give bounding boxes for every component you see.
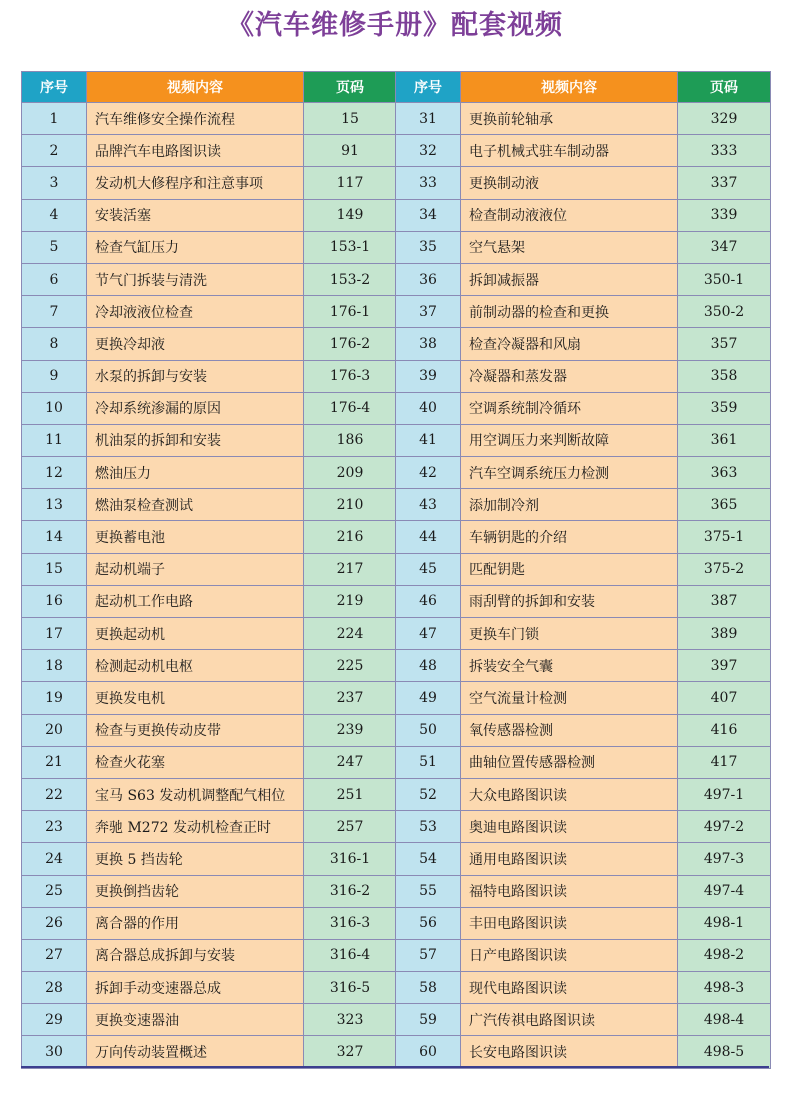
page-title: 《汽车维修手册》配套视频 [227, 10, 563, 41]
row-number: 35 [396, 231, 461, 263]
row-number: 19 [22, 682, 87, 714]
table-row [22, 714, 397, 746]
row-number: 28 [22, 972, 87, 1004]
table-row [396, 263, 771, 295]
table-row [22, 263, 397, 295]
row-number: 54 [396, 843, 461, 875]
page-number: 387 [678, 585, 771, 617]
video-title: 检查火花塞 [87, 746, 304, 778]
table-row [396, 167, 771, 199]
table-row [22, 1004, 397, 1036]
video-title: 日产电路图识读 [461, 939, 678, 971]
row-number: 46 [396, 585, 461, 617]
video-title: 燃油压力 [87, 457, 304, 489]
video-title: 添加制冷剂 [461, 489, 678, 521]
table-row [22, 199, 397, 231]
video-title: 丰田电路图识读 [461, 907, 678, 939]
video-title: 检查制动液液位 [461, 199, 678, 231]
table-row [396, 553, 771, 585]
row-number: 22 [22, 778, 87, 810]
row-number: 16 [22, 585, 87, 617]
table-row [22, 103, 397, 135]
table-row [22, 1036, 397, 1068]
row-number: 23 [22, 811, 87, 843]
row-number: 9 [22, 360, 87, 392]
row-number: 42 [396, 457, 461, 489]
video-table-right [395, 71, 771, 1069]
video-title: 更换 5 挡齿轮 [87, 843, 304, 875]
page-number: 417 [678, 746, 771, 778]
video-title: 前制动器的检查和更换 [461, 296, 678, 328]
video-title: 空调系统制冷循环 [461, 392, 678, 424]
page-number: 498-2 [678, 939, 771, 971]
table-row [396, 135, 771, 167]
table-row [22, 328, 397, 360]
table-row [22, 843, 397, 875]
page-number: 389 [678, 618, 771, 650]
page-number: 498-4 [678, 1004, 771, 1036]
row-number: 51 [396, 746, 461, 778]
table-row [22, 585, 397, 617]
row-number: 25 [22, 875, 87, 907]
left-table-body [22, 103, 397, 1069]
video-title: 现代电路图识读 [461, 972, 678, 1004]
page-number: 186 [304, 424, 397, 456]
page-number: 217 [304, 553, 397, 585]
table-row [22, 875, 397, 907]
row-number: 7 [22, 296, 87, 328]
row-number: 4 [22, 199, 87, 231]
table-row [22, 811, 397, 843]
row-number: 41 [396, 424, 461, 456]
row-number: 29 [22, 1004, 87, 1036]
row-number: 43 [396, 489, 461, 521]
video-title: 广汽传祺电路图识读 [461, 1004, 678, 1036]
page-number: 216 [304, 521, 397, 553]
video-title: 拆卸减振器 [461, 263, 678, 295]
video-title: 氧传感器检测 [461, 714, 678, 746]
table-row [22, 167, 397, 199]
video-title: 雨刮臂的拆卸和安装 [461, 585, 678, 617]
video-title: 拆装安全气囊 [461, 650, 678, 682]
row-number: 39 [396, 360, 461, 392]
video-title: 奔驰 M272 发动机检查正时 [87, 811, 304, 843]
table-row [396, 457, 771, 489]
table-row [396, 682, 771, 714]
table-row [396, 618, 771, 650]
row-number: 30 [22, 1036, 87, 1068]
row-number: 48 [396, 650, 461, 682]
table-row [396, 650, 771, 682]
table-row [396, 392, 771, 424]
header-content: 视频内容 [87, 72, 304, 103]
video-title: 冷却系统渗漏的原因 [87, 392, 304, 424]
table-row [22, 360, 397, 392]
video-title: 冷却液液位检查 [87, 296, 304, 328]
row-number: 2 [22, 135, 87, 167]
table-row [396, 907, 771, 939]
page-number: 337 [678, 167, 771, 199]
video-title: 通用电路图识读 [461, 843, 678, 875]
row-number: 27 [22, 939, 87, 971]
table-row [22, 618, 397, 650]
page-number: 176-2 [304, 328, 397, 360]
video-title: 更换发电机 [87, 682, 304, 714]
page-number: 117 [304, 167, 397, 199]
row-number: 49 [396, 682, 461, 714]
row-number: 53 [396, 811, 461, 843]
table-row [396, 714, 771, 746]
row-number: 3 [22, 167, 87, 199]
right-table-panel [395, 71, 769, 1069]
page-number: 498-3 [678, 972, 771, 1004]
table-row [22, 907, 397, 939]
page-number: 316-1 [304, 843, 397, 875]
page-number: 149 [304, 199, 397, 231]
page-number: 15 [304, 103, 397, 135]
table-row [396, 296, 771, 328]
row-number: 26 [22, 907, 87, 939]
video-title: 节气门拆装与清洗 [87, 263, 304, 295]
page-number: 329 [678, 103, 771, 135]
page-number: 219 [304, 585, 397, 617]
table-row [396, 103, 771, 135]
row-number: 37 [396, 296, 461, 328]
video-title: 大众电路图识读 [461, 778, 678, 810]
page-number: 498-1 [678, 907, 771, 939]
video-title: 检测起动机电枢 [87, 650, 304, 682]
row-number: 31 [396, 103, 461, 135]
page-number: 237 [304, 682, 397, 714]
video-title: 福特电路图识读 [461, 875, 678, 907]
page-number: 498-5 [678, 1036, 771, 1068]
row-number: 59 [396, 1004, 461, 1036]
page-number: 224 [304, 618, 397, 650]
row-number: 15 [22, 553, 87, 585]
video-title: 离合器的作用 [87, 907, 304, 939]
table-row [396, 746, 771, 778]
page-number: 316-3 [304, 907, 397, 939]
table-row [396, 199, 771, 231]
row-number: 40 [396, 392, 461, 424]
video-title: 发动机大修程序和注意事项 [87, 167, 304, 199]
video-title: 起动机工作电路 [87, 585, 304, 617]
row-number: 5 [22, 231, 87, 263]
page-number: 375-2 [678, 553, 771, 585]
video-title: 更换制动液 [461, 167, 678, 199]
table-row [22, 778, 397, 810]
page-number: 333 [678, 135, 771, 167]
table-row [396, 360, 771, 392]
page-number: 247 [304, 746, 397, 778]
page-number: 176-3 [304, 360, 397, 392]
row-number: 33 [396, 167, 461, 199]
row-number: 50 [396, 714, 461, 746]
table-row [22, 939, 397, 971]
table-row [396, 585, 771, 617]
row-number: 34 [396, 199, 461, 231]
table-row [396, 1004, 771, 1036]
table-row [22, 392, 397, 424]
table-row [22, 972, 397, 1004]
video-title: 检查气缸压力 [87, 231, 304, 263]
row-number: 8 [22, 328, 87, 360]
video-title: 电子机械式驻车制动器 [461, 135, 678, 167]
page-number: 361 [678, 424, 771, 456]
page-number: 350-2 [678, 296, 771, 328]
table-row [22, 457, 397, 489]
header-page: 页码 [304, 72, 397, 103]
table-row [22, 135, 397, 167]
video-title: 更换前轮轴承 [461, 103, 678, 135]
table-row [22, 553, 397, 585]
table-row [396, 489, 771, 521]
video-title: 更换变速器油 [87, 1004, 304, 1036]
header-page: 页码 [678, 72, 771, 103]
video-title: 更换冷却液 [87, 328, 304, 360]
video-title: 空气流量计检测 [461, 682, 678, 714]
bottom-rule [21, 1066, 769, 1068]
row-number: 47 [396, 618, 461, 650]
row-number: 24 [22, 843, 87, 875]
table-row [396, 328, 771, 360]
video-title: 长安电路图识读 [461, 1036, 678, 1068]
row-number: 44 [396, 521, 461, 553]
header-no: 序号 [396, 72, 461, 103]
table-row [396, 939, 771, 971]
page-number: 363 [678, 457, 771, 489]
table-row [396, 1036, 771, 1068]
page-number: 176-1 [304, 296, 397, 328]
video-title: 曲轴位置传感器检测 [461, 746, 678, 778]
page-number: 497-4 [678, 875, 771, 907]
header-content: 视频内容 [461, 72, 678, 103]
page-number: 91 [304, 135, 397, 167]
row-number: 56 [396, 907, 461, 939]
table-row [396, 521, 771, 553]
table-row [22, 746, 397, 778]
table-row [396, 875, 771, 907]
video-title: 汽车维修安全操作流程 [87, 103, 304, 135]
row-number: 14 [22, 521, 87, 553]
video-title: 冷凝器和蒸发器 [461, 360, 678, 392]
row-number: 38 [396, 328, 461, 360]
table-row [396, 424, 771, 456]
row-number: 10 [22, 392, 87, 424]
row-number: 58 [396, 972, 461, 1004]
row-number: 55 [396, 875, 461, 907]
page-number: 347 [678, 231, 771, 263]
page-number: 497-2 [678, 811, 771, 843]
page-number: 316-2 [304, 875, 397, 907]
page-number: 397 [678, 650, 771, 682]
video-title: 更换蓄电池 [87, 521, 304, 553]
video-title: 检查与更换传动皮带 [87, 714, 304, 746]
table-row [22, 231, 397, 263]
page-number: 357 [678, 328, 771, 360]
row-number: 21 [22, 746, 87, 778]
left-table-panel [21, 71, 395, 1069]
video-title: 匹配钥匙 [461, 553, 678, 585]
video-title: 燃油泵检查测试 [87, 489, 304, 521]
row-number: 52 [396, 778, 461, 810]
page-number: 210 [304, 489, 397, 521]
page-number: 407 [678, 682, 771, 714]
page-number: 339 [678, 199, 771, 231]
video-title: 安装活塞 [87, 199, 304, 231]
video-title: 宝马 S63 发动机调整配气相位 [87, 778, 304, 810]
row-number: 1 [22, 103, 87, 135]
video-title: 水泵的拆卸与安装 [87, 360, 304, 392]
page-number: 323 [304, 1004, 397, 1036]
row-number: 12 [22, 457, 87, 489]
page-number: 251 [304, 778, 397, 810]
table-header-row [396, 72, 771, 103]
row-number: 11 [22, 424, 87, 456]
page-number: 359 [678, 392, 771, 424]
row-number: 6 [22, 263, 87, 295]
table-row [396, 811, 771, 843]
video-title: 机油泵的拆卸和安装 [87, 424, 304, 456]
video-title: 万向传动装置概述 [87, 1036, 304, 1068]
video-title: 汽车空调系统压力检测 [461, 457, 678, 489]
row-number: 36 [396, 263, 461, 295]
page-number: 497-3 [678, 843, 771, 875]
page-number: 350-1 [678, 263, 771, 295]
video-title: 更换倒挡齿轮 [87, 875, 304, 907]
table-row [396, 972, 771, 1004]
video-title: 拆卸手动变速器总成 [87, 972, 304, 1004]
video-title: 用空调压力来判断故障 [461, 424, 678, 456]
table-row [22, 296, 397, 328]
page-number: 497-1 [678, 778, 771, 810]
video-title: 离合器总成拆卸与安装 [87, 939, 304, 971]
page-number: 209 [304, 457, 397, 489]
page-number: 153-1 [304, 231, 397, 263]
row-number: 17 [22, 618, 87, 650]
video-title: 起动机端子 [87, 553, 304, 585]
video-title: 奥迪电路图识读 [461, 811, 678, 843]
page-number: 365 [678, 489, 771, 521]
page-number: 257 [304, 811, 397, 843]
page-number: 176-4 [304, 392, 397, 424]
video-title: 空气悬架 [461, 231, 678, 263]
video-title: 更换起动机 [87, 618, 304, 650]
table-row [396, 843, 771, 875]
video-title: 检查冷凝器和风扇 [461, 328, 678, 360]
page-number: 225 [304, 650, 397, 682]
header-no: 序号 [22, 72, 87, 103]
row-number: 57 [396, 939, 461, 971]
row-number: 18 [22, 650, 87, 682]
video-title: 品牌汽车电路图识读 [87, 135, 304, 167]
page-number: 239 [304, 714, 397, 746]
table-row [22, 682, 397, 714]
right-table-body [396, 103, 771, 1069]
video-table-left [21, 71, 397, 1069]
row-number: 45 [396, 553, 461, 585]
row-number: 60 [396, 1036, 461, 1068]
page-number: 327 [304, 1036, 397, 1068]
table-row [22, 489, 397, 521]
page-number: 375-1 [678, 521, 771, 553]
table-row [396, 231, 771, 263]
page-number: 416 [678, 714, 771, 746]
table-row [22, 521, 397, 553]
video-index-tables [21, 71, 769, 1069]
video-title: 车辆钥匙的介绍 [461, 521, 678, 553]
table-row [22, 424, 397, 456]
table-row [22, 650, 397, 682]
page-number: 316-5 [304, 972, 397, 1004]
video-title: 更换车门锁 [461, 618, 678, 650]
row-number: 20 [22, 714, 87, 746]
page-number: 358 [678, 360, 771, 392]
row-number: 32 [396, 135, 461, 167]
row-number: 13 [22, 489, 87, 521]
page-number: 316-4 [304, 939, 397, 971]
table-row [396, 778, 771, 810]
table-header-row [22, 72, 397, 103]
page-number: 153-2 [304, 263, 397, 295]
